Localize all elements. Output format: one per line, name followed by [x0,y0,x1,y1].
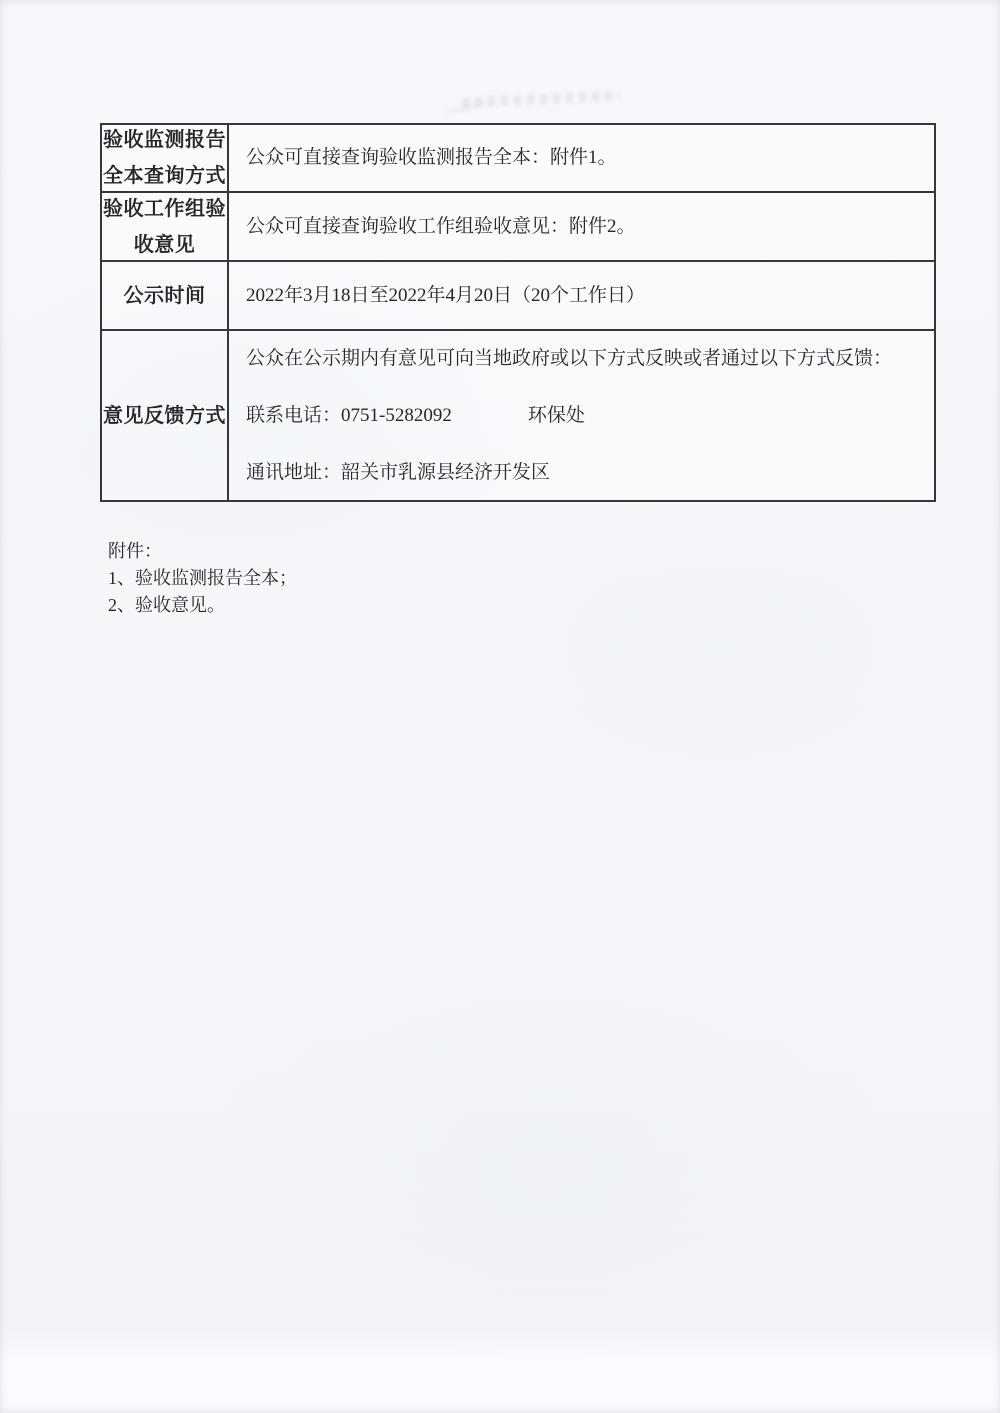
phone-number-text: 联系电话：0751-5282092 [246,404,452,426]
row-content-text: 2022年3月18日至2022年4月20日（20个工作日） [246,284,646,306]
table-row-workgroup-opinion [102,191,934,260]
row-content-cell [229,125,934,191]
notice-table [100,123,936,502]
row-content-cell [229,193,934,260]
row-content-cell [229,262,934,329]
row-content-cell [229,331,934,500]
department-text: 环保处 [527,404,585,426]
table-row-report-access [102,125,934,191]
attachment-item: 2、验收意见。 [108,595,225,615]
row-header-line: 公示时间 [123,284,206,307]
row-header-line: 收意见 [133,233,196,256]
attachments-title: 附件： [108,541,162,561]
row-header-cell [102,331,229,500]
row-header-cell [102,125,229,191]
row-header-line: 全本查询方式 [103,165,226,187]
row-header-line: 验收工作组验 [103,197,226,220]
row-header-cell [102,262,229,329]
row-header-line: 验收监测报告 [103,129,226,151]
row-content-text: 公众可直接查询验收工作组验收意见：附件2。 [246,215,636,237]
table-row-publicity-period [102,260,934,329]
row-content-text: 公众可直接查询验收监测报告全本：附件1。 [246,147,617,168]
table-row-feedback-method [102,329,934,500]
mailing-address-text: 通讯地址：韶关市乳源县经济开发区 [246,461,551,483]
row-header-cell [102,193,229,260]
feedback-phone-line [246,403,924,429]
row-header-line: 意见反馈方式 [103,404,226,427]
feedback-intro-text: 公众在公示期内有意见可向当地政府或以下方式反映或者通过以下方式反馈： [246,347,893,369]
attachments-section [108,538,297,619]
attachment-item: 1、验收监测报告全本； [108,568,297,588]
